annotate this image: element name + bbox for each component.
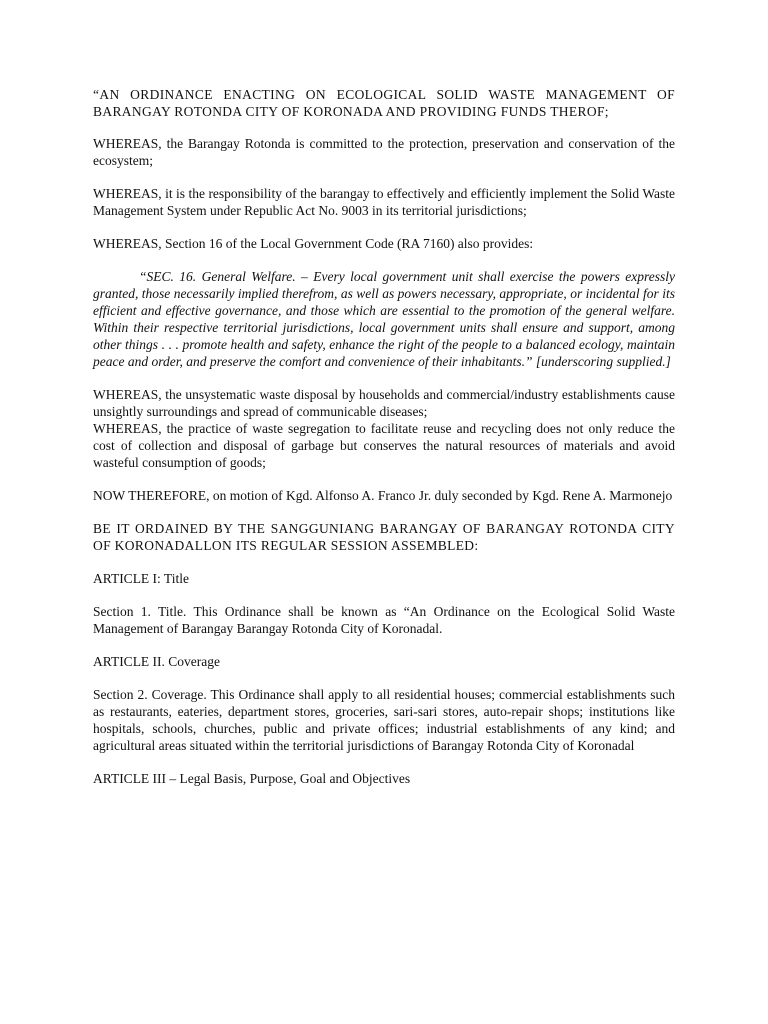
whereas-clause-1: WHEREAS, the Barangay Rotonda is committed to the protection, preservation and conservation of the ecosystem; bbox=[93, 136, 675, 168]
article-2-heading: ARTICLE II. Coverage bbox=[93, 654, 221, 669]
whereas-clause-4: WHEREAS, the unsystematic waste disposal by households and commercial/industry establishments cause unsightly surroundings and spread of communicable diseases; bbox=[93, 387, 675, 419]
document-page bbox=[93, 86, 675, 803]
now-therefore-clause: NOW THEREFORE, on motion of Kgd. Alfonso A. Franco Jr. duly seconded by Kgd. Rene A. Marmonejo bbox=[93, 488, 673, 503]
whereas-clause-3: WHEREAS, Section 16 of the Local Government Code (RA 7160) also provides: bbox=[93, 236, 534, 251]
section-2-text: Section 2. Coverage. This Ordinance shall apply to all residential houses; commercial establishments such as restaurants, eateries, department stores, groceries, sari-sari stores, auto-repair shops; institutions like hospitals, schools, churches, public and private offices; industrial establishments of any kind; and agricultural areas situated within the territorial jurisdictions of Barangay Rotonda City of Koronadal bbox=[93, 687, 675, 753]
ordinance-title: “AN ORDINANCE ENACTING ON ECOLOGICAL SOLID WASTE MANAGEMENT OF BARANGAY ROTONDA CITY OF KORONADA AND PROVIDING FUNDS THEROF; bbox=[93, 87, 675, 119]
whereas-clause-2: WHEREAS, it is the responsibility of the barangay to effectively and efficiently implement the Solid Waste Management System under Republic Act No. 9003 in its territorial jurisdictions; bbox=[93, 186, 675, 218]
article-1-heading: ARTICLE I: Title bbox=[93, 571, 189, 586]
section-1-text: Section 1. Title. This Ordinance shall be known as “An Ordinance on the Ecological Solid Waste Management of Barangay Barangay Rotonda City of Koronadal. bbox=[93, 604, 675, 636]
quoted-section-16: “SEC. 16. General Welfare. – Every local government unit shall exercise the powers expressly granted, those necessarily implied therefrom, as well as powers necessary, appropriate, or incidental for its efficient and effective governance, and those which are essential to the promotion of the general welfare. Within their respective territorial jurisdictions, local government units shall ensure and support, among other things . . . promote health and safety, enhance the right of the people to a balanced ecology, maintain peace and order, and preserve the comfort and convenience of their inhabitants.” [underscoring supplied.] bbox=[93, 269, 675, 369]
article-3-heading: ARTICLE III – Legal Basis, Purpose, Goal and Objectives bbox=[93, 771, 411, 786]
be-it-ordained-clause: BE IT ORDAINED BY THE SANGGUNIANG BARANGAY OF BARANGAY ROTONDA CITY OF KORONADALLON ITS REGULAR SESSION ASSEMBLED: bbox=[93, 521, 675, 553]
whereas-clause-5: WHEREAS, the practice of waste segregation to facilitate reuse and recycling does not only reduce the cost of collection and disposal of garbage but conserves the natural resources of materials and avoid wasteful consumption of goods; bbox=[93, 421, 675, 470]
